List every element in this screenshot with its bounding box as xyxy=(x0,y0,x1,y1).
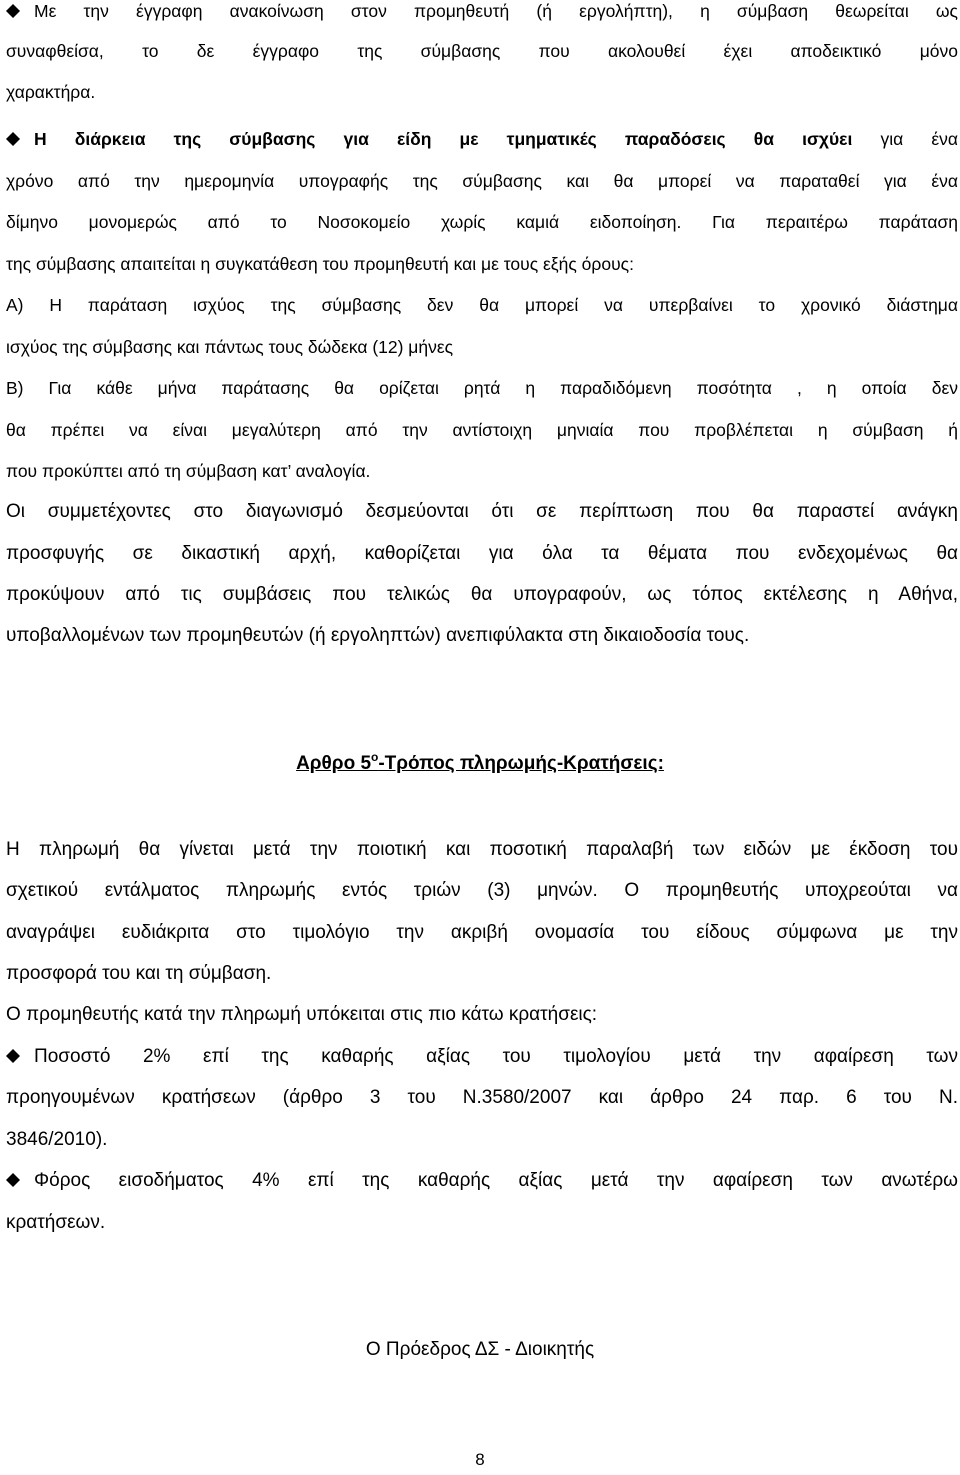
jurisdiction-line-2: προσφυγής σε δικαστική αρχή, καθορίζεται για όλα τα θέματα που ενδεχομένως θα xyxy=(6,543,958,564)
page-number: 8 xyxy=(475,1450,485,1469)
diamond-bullet-icon xyxy=(6,132,20,146)
diamond-bullet-icon xyxy=(6,1049,20,1063)
bullet-3-line-1: Ποσοστό 2% επί της καθαρής αξίας του τιμολογίου μετά την αφαίρεση των xyxy=(6,1045,958,1069)
bullet-3-line-2: προηγουμένων κρατήσεων (άρθρο 3 του Ν.3580/2007 και άρθρο 24 παρ. 6 του Ν. xyxy=(6,1087,958,1108)
bullet-2-line-2: χρόνο από την ημερομηνία υπογραφής της σύμβασης και θα μπορεί να παραταθεί για ένα xyxy=(6,171,958,191)
payment-line-2: σχετικού εντάλματος πληρωμής εντός τριών (3) μηνών. Ο προμηθευτής υποχρεούται να xyxy=(6,880,958,901)
bullet-2-line-1: Η διάρκεια της σύμβασης για είδη με τμηματικές παραδόσεις θα ισχύει για ένα xyxy=(6,128,958,150)
bullet-1-line-2: συναφθείσα, το δε έγγραφο της σύμβασης που ακολουθεί έχει αποδεικτικό μόνο xyxy=(6,41,958,61)
jurisdiction-line-1: Οι συμμετέχοντες στο διαγωνισμό δεσμεύονται ότι σε περίπτωση που θα παραστεί ανάγκη xyxy=(6,501,958,522)
payment-line-4: προσφορά του και τη σύμβαση. xyxy=(6,963,272,984)
diamond-bullet-icon xyxy=(6,1173,20,1187)
condition-b-line-2: θα πρέπει να είναι μεγαλύτερη από την αντίστοιχη μηνιαία που προβλέπεται η σύμβαση ή xyxy=(6,420,958,440)
condition-a-line-1: Α) Η παράταση ισχύος της σύμβασης δεν θα μπορεί να υπερβαίνει το χρονικό διάστημα xyxy=(6,295,958,315)
deductions-intro: Ο προμηθευτής κατά την πληρωμή υπόκειται στις πιο κάτω κρατήσεις: xyxy=(6,1004,598,1025)
payment-line-3: αναγράψει ευδιάκριτα στο τιμολόγιο την ακριβή ονομασία του είδους σύμφωνα με την xyxy=(6,922,958,943)
jurisdiction-line-4: υποβαλλομένων των προμηθευτών (ή εργοληπτών) ανεπιφύλακτα στη δικαιοδοσία τους. xyxy=(6,625,750,646)
signature-line: Ο Πρόεδρος ΔΣ - Διοικητής xyxy=(365,1339,595,1360)
bullet-2-line-3: δίμηνο μονομερώς από το Νοσοκομείο χωρίς καμιά ειδοποίηση. Για περαιτέρω παράταση xyxy=(6,212,958,232)
article-heading: Αρθρο $5^o$-Τρόπος πληρωμής-Κρατήσεις: xyxy=(296,750,664,774)
jurisdiction-line-3: προκύψουν από τις συμβάσεις που τελικώς θα υπογραφούν, ως τόπος εκτέλεσης η Αθήνα, xyxy=(6,584,958,605)
bullet-1-line-3: χαρακτήρα. xyxy=(6,82,96,102)
bullet-2-line-4: της σύμβασης απαιτείται η συγκατάθεση του προμηθευτή και με τους εξής όρους: xyxy=(6,254,634,274)
bullet-4-line-1: Φόρος εισοδήματος 4% επί της καθαρής αξίας μετά την αφαίρεση των ανωτέρω xyxy=(6,1169,958,1193)
payment-line-1: Η πληρωμή θα γίνεται μετά την ποιοτική και ποσοτική παραλαβή των ειδών με έκδοση του xyxy=(6,839,958,860)
condition-a-line-2: ισχύος της σύμβασης και πάντως τους δώδεκα (12) μήνες xyxy=(6,337,454,357)
condition-b-line-1: Β) Για κάθε μήνα παράτασης θα ορίζεται ρητά η παραδιδόμενη ποσότητα , η οποία δεν xyxy=(6,378,958,398)
bullet-1-line-1: Με την έγγραφη ανακοίνωση στον προμηθευτή (ή εργολήπτη), η σύμβαση θεωρείται ως xyxy=(6,0,958,22)
bullet-4-line-2: κρατήσεων. xyxy=(6,1212,106,1233)
diamond-bullet-icon xyxy=(6,4,20,18)
bullet-3-line-3: 3846/2010). xyxy=(6,1129,108,1150)
condition-b-line-3: που προκύπτει από τη σύμβαση κατ’ αναλογία. xyxy=(6,461,371,481)
